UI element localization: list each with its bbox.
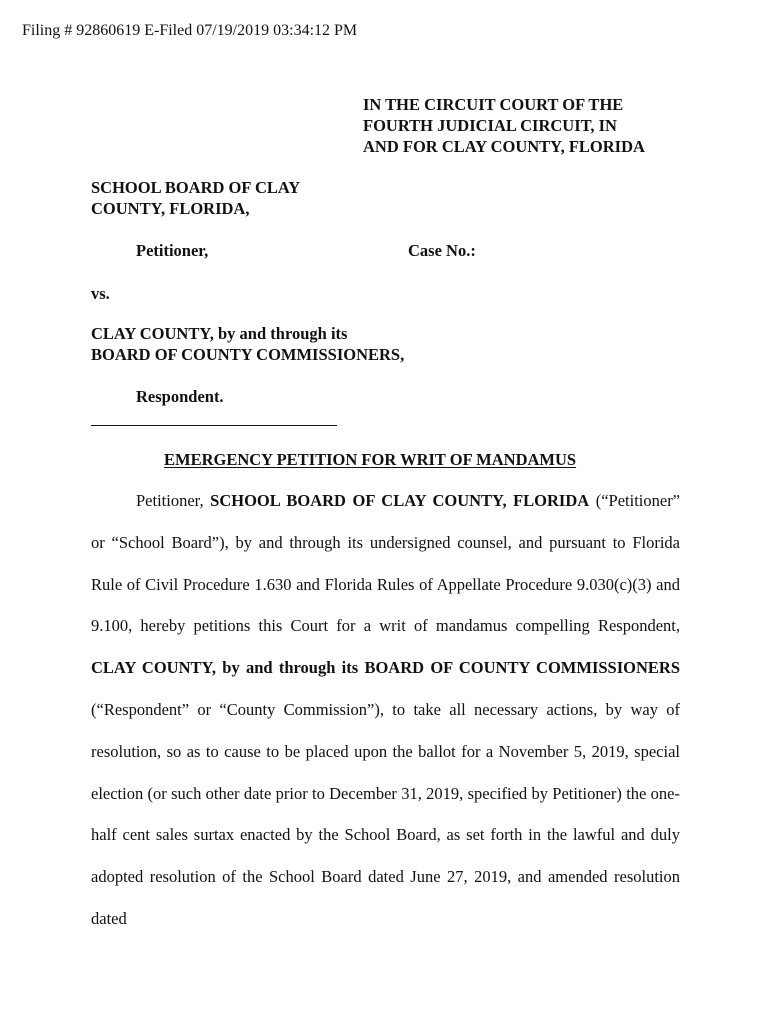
petitioner-name-line-2: COUNTY, FLORIDA, [91, 199, 250, 218]
court-caption-line-3: AND FOR CLAY COUNTY, FLORIDA [363, 137, 645, 156]
court-caption [363, 94, 645, 157]
body-petitioner-name: SCHOOL BOARD OF CLAY COUNTY, FLORIDA [210, 491, 590, 510]
versus-label: vs. [91, 284, 110, 303]
body-middle: (“Petitioner” or “School Board”), by and through its undersigned counsel, and pursuant to Florida Rule of Civil Procedure 1.630 and Florida Rules of Appellate Procedure 9.030(c)(3) and 9.100, hereby petitions this Court for a writ of mandamus compelling Respondent, [91, 491, 681, 636]
petitioner-role: Petitioner, [136, 241, 209, 260]
caption-divider [91, 425, 337, 426]
filing-stamp: Filing # 92860619 E-Filed 07/19/2019 03:34:12 PM [22, 22, 358, 39]
body-paragraph [91, 480, 680, 940]
case-number-label: Case No.: [408, 241, 476, 260]
court-caption-line-2: FOURTH JUDICIAL CIRCUIT, IN [363, 116, 617, 135]
document-title: EMERGENCY PETITION FOR WRIT OF MANDAMUS [164, 450, 577, 469]
body-lead: Petitioner, [136, 491, 211, 510]
petitioner-name-line-1: SCHOOL BOARD OF CLAY [91, 178, 301, 197]
respondent-name [91, 323, 404, 365]
respondent-role: Respondent. [136, 387, 224, 406]
respondent-name-line-1: CLAY COUNTY, by and through its [91, 324, 348, 343]
body-respondent-name: CLAY COUNTY, by and through its BOARD OF COUNTY COMMISSIONERS [91, 658, 680, 678]
body-tail: (“Respondent” or “County Commission”), to take all necessary actions, by way of resolution, so as to cause to be placed upon the ballot for a November 5, 2019, special election (or such other date prior to December 31, 2019, specified by Petitioner) the one-half cent sales surtax enacted by the School Board, as set forth in the lawful and duly adopted resolution of the School Board dated June 27, 2019, and amended resolution dated [91, 699, 680, 928]
respondent-name-line-2: BOARD OF COUNTY COMMISSIONERS, [91, 345, 405, 364]
petitioner-name [91, 177, 300, 219]
court-caption-line-1: IN THE CIRCUIT COURT OF THE [363, 95, 624, 114]
